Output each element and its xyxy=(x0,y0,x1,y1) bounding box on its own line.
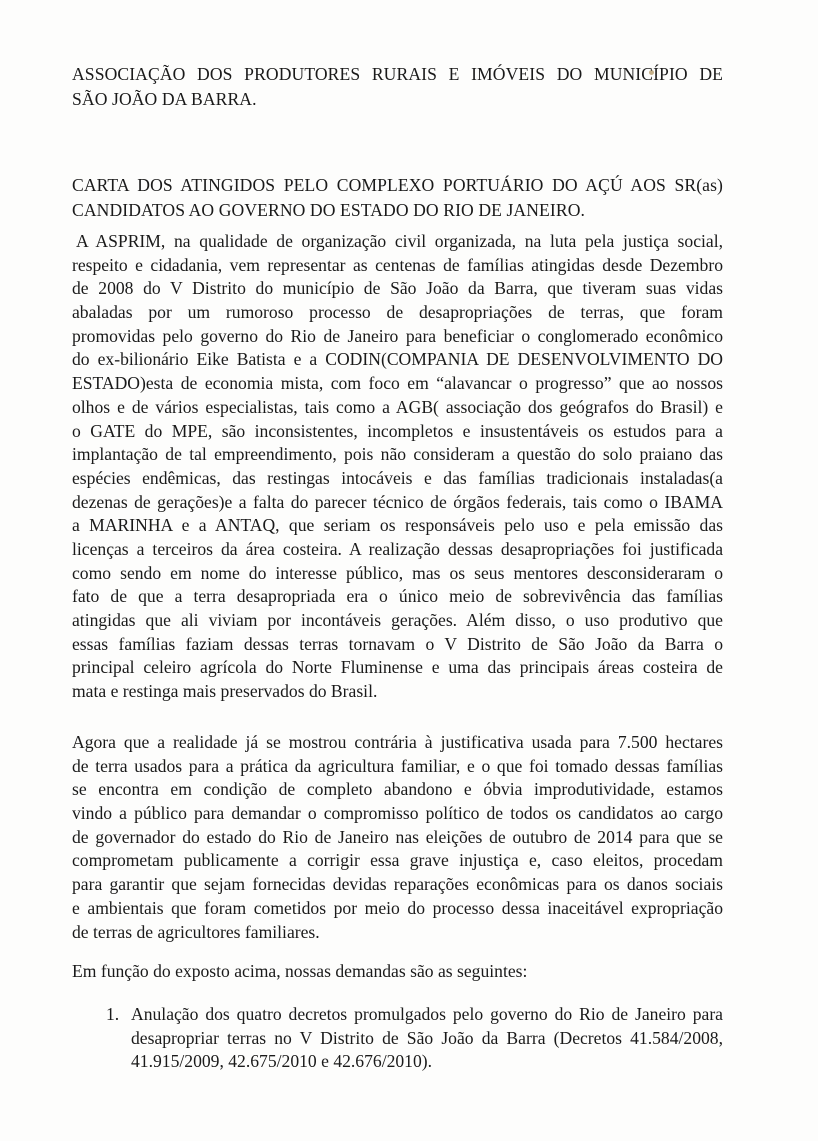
text-line: vindo a público para demandar o compromisso político de todos os candidatos ao cargo xyxy=(72,803,723,824)
document-title xyxy=(72,62,723,112)
text-line: de terra usados para a prática da agricultura familiar, e o que foi tomado dessas famílias xyxy=(72,755,723,776)
text-line: principal celeiro agrícola do Norte Fluminense e uma das principais áreas costeira de xyxy=(72,657,723,678)
text-line: como sendo em nome do interesse público, mas os seus mentores desconsideraram o xyxy=(72,562,723,583)
text-line: e ambientais que foram cometidos por meio do processo dessa inaceitável expropriação xyxy=(72,897,723,918)
text-line: para garantir que sejam fornecidas devidas reparações econômicas para os danos sociais xyxy=(72,874,723,895)
demand-item xyxy=(72,1003,723,1074)
subtitle-line: CARTA DOS ATINGIDOS PELO COMPLEXO PORTUÁRIO DO AÇÚ AOS SR(as) xyxy=(72,175,723,195)
title-line: ASSOCIAÇÃO DOS PRODUTORES RURAIS E IMÓVEIS DO MUNICÍPIO DE xyxy=(72,64,723,84)
text-line: Agora que a realidade já se mostrou contrária à justificativa usada para 7.500 hectares xyxy=(72,732,723,752)
text-line: olhos e de vários especialistas, tais como a AGB( associação dos geógrafos do Brasil) e xyxy=(72,396,723,417)
text-line: implantação de tal empreendimento, pois não consideram a questão do solo praiano das xyxy=(72,444,723,465)
paragraph-asprim xyxy=(72,230,723,704)
text-line: a MARINHA e a ANTAQ, que seriam os responsáveis pelo uso e pela emissão das xyxy=(72,515,723,536)
paragraph-demands-intro xyxy=(72,960,723,984)
text-line: essas famílias faziam dessas terras tornavam o V Distrito de São João da Barra o xyxy=(72,633,723,654)
text-line: 41.915/2009, 42.675/2010 e 42.676/2010). xyxy=(131,1051,433,1072)
text-line: de 2008 do V Distrito do município de São João da Barra, que tiveram suas vidas xyxy=(72,278,723,299)
paragraph-demand-commitment xyxy=(72,731,723,944)
text-line: Anulação dos quatro decretos promulgados pelo governo do Rio de Janeiro para xyxy=(131,1004,723,1024)
text-line: abaladas por um rumoroso processo de desapropriações de terras, que foram xyxy=(72,302,723,323)
title-line: SÃO JOÃO DA BARRA. xyxy=(72,89,257,109)
text-line: comprometam publicamente a corrigir essa grave injustiça e, caso eleitos, procedam xyxy=(72,850,723,871)
text-line: se encontra em condição de completo abandono e óbvia improdutividade, estamos xyxy=(72,779,723,800)
text-line: promovidas pelo governo do Rio de Janeiro para beneficiar o conglomerado econômico xyxy=(72,325,723,346)
text-line: do ex-bilionário Eike Batista e a CODIN(COMPANIA DE DESENVOLVIMENTO DO xyxy=(72,349,723,370)
letter-subtitle xyxy=(72,173,723,223)
demand-number: 1. xyxy=(106,1004,120,1024)
demand-text xyxy=(131,1003,723,1074)
text-line: A ASPRIM, na qualidade de organização civil organizada, na luta pela justiça social, xyxy=(76,231,723,251)
text-line: desapropriar terras no V Distrito de São João da Barra (Decretos 41.584/2008, xyxy=(131,1027,723,1048)
text-line: espécies endêmicas, das restingas intocáveis e das famílias tradicionais instaladas(a xyxy=(72,467,723,488)
text-line: ESTADO)esta de economia mista, com foco em “alavancar o progresso” que ao nossos xyxy=(72,373,723,394)
text-line: atingidas que ali viviam por incontáveis gerações. Além disso, o uso produtivo que xyxy=(72,610,723,630)
text-line: de governador do estado do Rio de Janeiro nas eleições de outubro de 2014 para que se xyxy=(72,826,723,847)
text-line: o GATE do MPE, são inconsistentes, incompletos e insustentáveis os estudos para a xyxy=(72,420,723,441)
subtitle-line: CANDIDATOS AO GOVERNO DO ESTADO DO RIO DE JANEIRO. xyxy=(72,200,585,220)
text-line: de terras de agricultores familiares. xyxy=(72,921,320,942)
text-line: dezenas de gerações)e a falta do parecer técnico de órgãos federais, tais como o IBAMA xyxy=(72,491,723,512)
text-line: fato de que a terra desapropriada era o único meio de sobrevivência das famílias xyxy=(72,586,723,607)
demands-list xyxy=(72,1003,723,1074)
text-line: Em função do exposto acima, nossas demandas são as seguintes: xyxy=(72,961,528,981)
text-line: mata e restinga mais preservados do Brasil. xyxy=(72,681,378,702)
text-line: respeito e cidadania, vem representar as centenas de famílias atingidas desde Dezembro xyxy=(72,254,723,275)
text-line: licenças a terceiros da área costeira. A realização dessas desapropriações foi justificada xyxy=(72,538,723,559)
